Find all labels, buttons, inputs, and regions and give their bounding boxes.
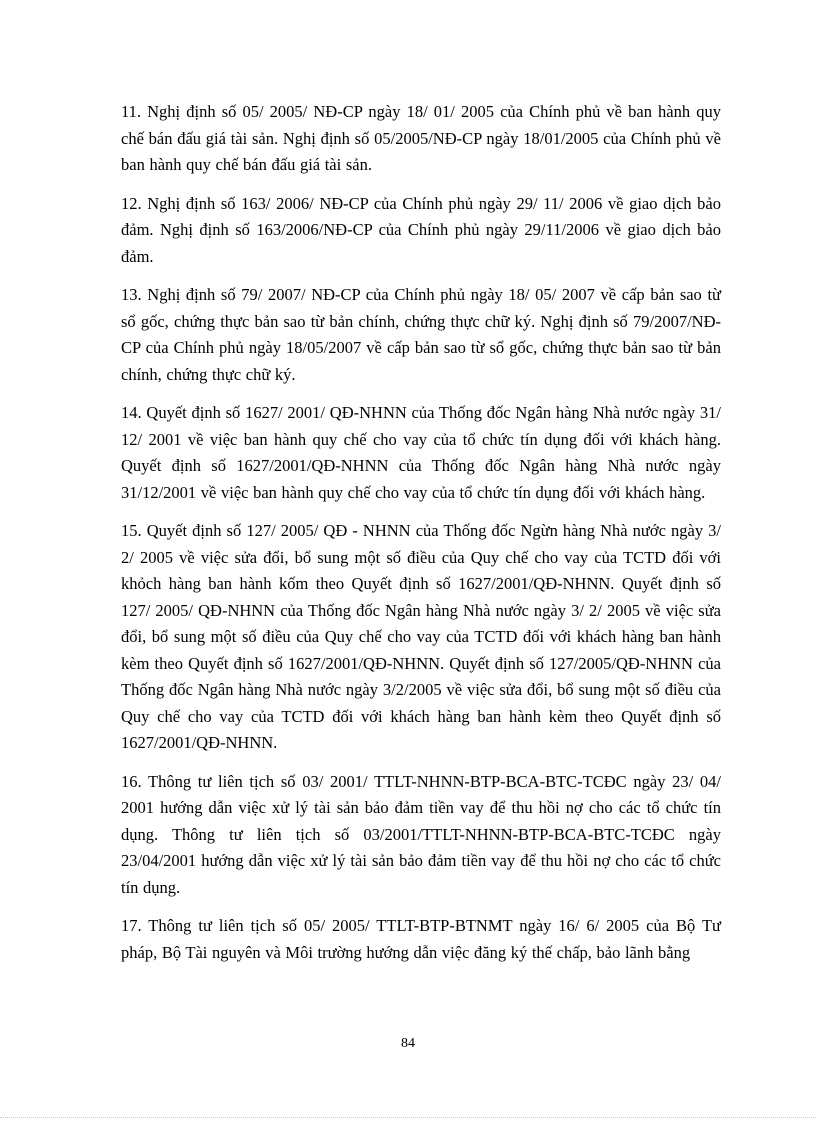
page-number: 84 <box>401 1036 415 1051</box>
paragraph-11: 11. Nghị định số 05/ 2005/ NĐ-CP ngày 18/ 01/ 2005 của Chính phủ về ban hành quy chế bán đấu giá tài sản. Nghị định số 05/2005/NĐ-CP ngày 18/01/2005 của Chính phủ về ban hành quy chế bán đấu giá tài sản. <box>121 102 721 174</box>
paragraph-17: 17. Thông tư liên tịch số 05/ 2005/ TTLT-BTP-BTNMT ngày 16/ 6/ 2005 của Bộ Tư pháp, Bộ Tài nguyên và Môi trường hướng dẫn việc đăng ký thế chấp, bảo lãnh bằng <box>121 916 721 962</box>
paragraph-14: 14. Quyết định số 1627/ 2001/ QĐ-NHNN của Thống đốc Ngân hàng Nhà nước ngày 31/ 12/ 2001 về việc ban hành quy chế cho vay của tổ chức tín dụng đối với khách hàng. Quyết định số 1627/2001/QĐ-NHNN của Thống đốc Ngân hàng Nhà nước ngày 31/12/2001 về việc ban hành quy chế cho vay của tổ chức tín dụng đối với khách hàng. <box>121 403 721 502</box>
document-body <box>121 99 721 978</box>
paragraph-16: 16. Thông tư liên tịch số 03/ 2001/ TTLT-NHNN-BTP-BCA-BTC-TCĐC ngày 23/ 04/ 2001 hướng dẫn việc xử lý tài sản bảo đảm tiền vay để thu hồi nợ cho các tổ chức tín dụng. Thông tư liên tịch số 03/2001/TTLT-NHNN-BTP-BCA-BTC-TCĐC ngày 23/04/2001 hướng dẫn việc xử lý tài sản bảo đảm tiền vay để thu hồi nợ cho các tổ chức tín dụng. <box>121 771 721 897</box>
paragraph-13: 13. Nghị định số 79/ 2007/ NĐ-CP của Chính phủ ngày 18/ 05/ 2007 về cấp bản sao từ sổ gốc, chứng thực bản sao từ bản chính, chứng thực chữ ký. Nghị định số 79/2007/NĐ-CP của Chính phủ ngày 18/05/2007 về cấp bản sao từ sổ gốc, chứng thực bản sao từ bản chính, chứng thực chữ ký. <box>121 285 721 384</box>
paragraph-12: 12. Nghị định số 163/ 2006/ NĐ-CP của Chính phủ ngày 29/ 11/ 2006 về giao dịch bảo đảm. Nghị định số 163/2006/NĐ-CP của Chính phủ ngày 29/11/2006 về giao dịch bảo đảm. <box>121 193 721 266</box>
paragraph-15: 15. Quyết định số 127/ 2005/ QĐ - NHNN của Thống đốc Ngừn hàng Nhà nước ngày 3/ 2/ 2005 về việc sửa đổi, bổ sung một số điều của Quy chế cho vay của TCTD đối với khỏch hàng ban hành kốm theo Quyết định số 1627/2001/QĐ-NHNN. Quyết định số 127/ 2005/ QĐ-NHNN của Thống đốc Ngân hàng Nhà nước ngày 3/ 2/ 2005 về việc sửa đổi, bổ sung một số điều của Quy chế cho vay của TCTD đối với khách hàng ban hành kèm theo Quyết định số 1627/2001/QĐ-NHNN. Quyết định số 127/2005/QĐ-NHNN của Thống đốc Ngân hàng Nhà nước ngày 3/2/2005 về việc sửa đổi, bổ sung một số điều của Quy chế cho vay của TCTD đối với khách hàng ban hành kèm theo Quyết định số 1627/2001/QĐ-NHNN. <box>121 521 721 752</box>
page-bottom-divider <box>0 1117 816 1118</box>
